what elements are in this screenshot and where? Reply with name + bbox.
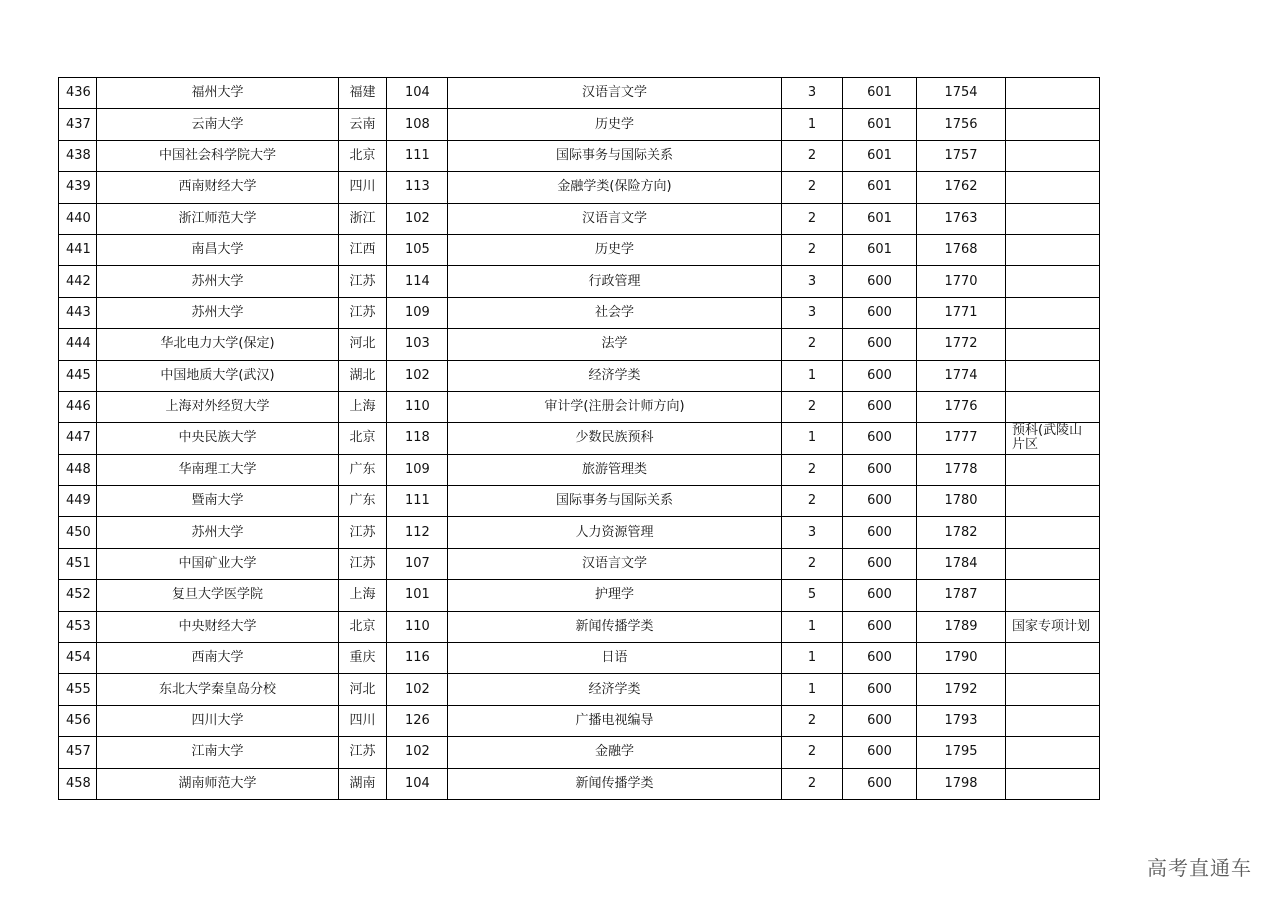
min-rank-cell: 1780	[917, 486, 1006, 517]
min-rank-cell: 1772	[917, 329, 1006, 360]
plan-count-cell: 2	[782, 329, 843, 360]
table-row	[59, 737, 1100, 768]
school-name-cell: 浙江师范大学	[97, 203, 339, 234]
major-code-cell: 101	[387, 580, 448, 611]
school-name-cell: 西南财经大学	[97, 172, 339, 203]
table-row	[59, 297, 1100, 328]
province-cell: 河北	[339, 674, 387, 705]
min-rank-cell: 1777	[917, 423, 1006, 454]
table-row	[59, 705, 1100, 736]
note-cell	[1006, 548, 1100, 579]
min-rank-cell: 1795	[917, 737, 1006, 768]
row-number-cell: 452	[59, 580, 97, 611]
plan-count-cell: 2	[782, 737, 843, 768]
province-cell: 江苏	[339, 517, 387, 548]
major-code-cell: 104	[387, 768, 448, 799]
major-code-cell: 109	[387, 297, 448, 328]
plan-count-cell: 1	[782, 611, 843, 642]
min-rank-cell: 1793	[917, 705, 1006, 736]
province-cell: 重庆	[339, 643, 387, 674]
min-rank-cell: 1784	[917, 548, 1006, 579]
province-cell: 北京	[339, 140, 387, 171]
min-score-cell: 600	[843, 297, 917, 328]
note-cell	[1006, 674, 1100, 705]
min-score-cell: 600	[843, 768, 917, 799]
major-code-cell: 102	[387, 360, 448, 391]
table-row	[59, 329, 1100, 360]
major-name-cell: 法学	[448, 329, 782, 360]
min-rank-cell: 1770	[917, 266, 1006, 297]
row-number-cell: 439	[59, 172, 97, 203]
table-row	[59, 140, 1100, 171]
major-code-cell: 109	[387, 454, 448, 485]
note-cell	[1006, 643, 1100, 674]
school-name-cell: 上海对外经贸大学	[97, 391, 339, 422]
min-score-cell: 600	[843, 548, 917, 579]
note-cell	[1006, 517, 1100, 548]
table-row	[59, 486, 1100, 517]
plan-count-cell: 2	[782, 172, 843, 203]
school-name-cell: 福州大学	[97, 78, 339, 109]
table-row	[59, 768, 1100, 799]
row-number-cell: 440	[59, 203, 97, 234]
note-cell	[1006, 737, 1100, 768]
province-cell: 上海	[339, 391, 387, 422]
row-number-cell: 453	[59, 611, 97, 642]
school-name-cell: 江南大学	[97, 737, 339, 768]
major-code-cell: 110	[387, 391, 448, 422]
school-name-cell: 苏州大学	[97, 266, 339, 297]
note-cell	[1006, 391, 1100, 422]
major-name-cell: 金融学类(保险方向)	[448, 172, 782, 203]
province-cell: 江苏	[339, 548, 387, 579]
table-row	[59, 580, 1100, 611]
min-rank-cell: 1778	[917, 454, 1006, 485]
school-name-cell: 中国社会科学院大学	[97, 140, 339, 171]
row-number-cell: 441	[59, 234, 97, 265]
province-cell: 湖北	[339, 360, 387, 391]
major-code-cell: 105	[387, 234, 448, 265]
min-score-cell: 600	[843, 486, 917, 517]
min-rank-cell: 1789	[917, 611, 1006, 642]
note-cell	[1006, 234, 1100, 265]
plan-count-cell: 2	[782, 391, 843, 422]
row-number-cell: 443	[59, 297, 97, 328]
min-score-cell: 600	[843, 737, 917, 768]
min-score-cell: 600	[843, 423, 917, 454]
min-score-cell: 600	[843, 454, 917, 485]
major-name-cell: 金融学	[448, 737, 782, 768]
plan-count-cell: 2	[782, 768, 843, 799]
table-row	[59, 109, 1100, 140]
row-number-cell: 438	[59, 140, 97, 171]
major-name-cell: 历史学	[448, 234, 782, 265]
plan-count-cell: 2	[782, 140, 843, 171]
min-score-cell: 601	[843, 78, 917, 109]
row-number-cell: 450	[59, 517, 97, 548]
major-code-cell: 110	[387, 611, 448, 642]
major-code-cell: 104	[387, 78, 448, 109]
table-row	[59, 360, 1100, 391]
major-name-cell: 广播电视编导	[448, 705, 782, 736]
min-score-cell: 600	[843, 611, 917, 642]
major-code-cell: 107	[387, 548, 448, 579]
province-cell: 河北	[339, 329, 387, 360]
row-number-cell: 457	[59, 737, 97, 768]
min-rank-cell: 1792	[917, 674, 1006, 705]
row-number-cell: 442	[59, 266, 97, 297]
school-name-cell: 南昌大学	[97, 234, 339, 265]
note-cell	[1006, 329, 1100, 360]
plan-count-cell: 1	[782, 423, 843, 454]
major-code-cell: 118	[387, 423, 448, 454]
min-score-cell: 600	[843, 517, 917, 548]
note-cell	[1006, 486, 1100, 517]
table-row	[59, 517, 1100, 548]
table-body	[59, 78, 1100, 800]
plan-count-cell: 2	[782, 548, 843, 579]
note-cell	[1006, 203, 1100, 234]
school-name-cell: 中央民族大学	[97, 423, 339, 454]
note-cell: 预科(武陵山片区	[1006, 423, 1100, 454]
major-code-cell: 112	[387, 517, 448, 548]
school-name-cell: 云南大学	[97, 109, 339, 140]
table-row	[59, 172, 1100, 203]
major-code-cell: 116	[387, 643, 448, 674]
plan-count-cell: 1	[782, 360, 843, 391]
note-cell	[1006, 140, 1100, 171]
note-cell: 国家专项计划	[1006, 611, 1100, 642]
table-row	[59, 643, 1100, 674]
table-row	[59, 78, 1100, 109]
plan-count-cell: 3	[782, 266, 843, 297]
note-cell	[1006, 454, 1100, 485]
min-score-cell: 600	[843, 360, 917, 391]
row-number-cell: 456	[59, 705, 97, 736]
plan-count-cell: 3	[782, 297, 843, 328]
min-score-cell: 600	[843, 391, 917, 422]
row-number-cell: 444	[59, 329, 97, 360]
plan-count-cell: 1	[782, 643, 843, 674]
province-cell: 云南	[339, 109, 387, 140]
major-name-cell: 汉语言文学	[448, 548, 782, 579]
table-row	[59, 454, 1100, 485]
row-number-cell: 455	[59, 674, 97, 705]
major-name-cell: 汉语言文学	[448, 203, 782, 234]
min-score-cell: 600	[843, 580, 917, 611]
note-cell	[1006, 78, 1100, 109]
major-name-cell: 人力资源管理	[448, 517, 782, 548]
province-cell: 浙江	[339, 203, 387, 234]
province-cell: 湖南	[339, 768, 387, 799]
major-code-cell: 113	[387, 172, 448, 203]
table-row	[59, 548, 1100, 579]
admission-table	[58, 77, 1100, 800]
table-row	[59, 611, 1100, 642]
province-cell: 广东	[339, 486, 387, 517]
min-rank-cell: 1771	[917, 297, 1006, 328]
min-score-cell: 601	[843, 172, 917, 203]
min-rank-cell: 1762	[917, 172, 1006, 203]
major-name-cell: 汉语言文学	[448, 78, 782, 109]
major-name-cell: 社会学	[448, 297, 782, 328]
school-name-cell: 西南大学	[97, 643, 339, 674]
min-score-cell: 600	[843, 705, 917, 736]
min-rank-cell: 1782	[917, 517, 1006, 548]
row-number-cell: 446	[59, 391, 97, 422]
major-name-cell: 行政管理	[448, 266, 782, 297]
province-cell: 广东	[339, 454, 387, 485]
school-name-cell: 中国地质大学(武汉)	[97, 360, 339, 391]
province-cell: 四川	[339, 172, 387, 203]
province-cell: 四川	[339, 705, 387, 736]
row-number-cell: 454	[59, 643, 97, 674]
major-code-cell: 114	[387, 266, 448, 297]
plan-count-cell: 2	[782, 203, 843, 234]
school-name-cell: 华北电力大学(保定)	[97, 329, 339, 360]
province-cell: 福建	[339, 78, 387, 109]
school-name-cell: 东北大学秦皇岛分校	[97, 674, 339, 705]
province-cell: 江西	[339, 234, 387, 265]
major-name-cell: 国际事务与国际关系	[448, 486, 782, 517]
plan-count-cell: 2	[782, 705, 843, 736]
major-name-cell: 经济学类	[448, 360, 782, 391]
min-rank-cell: 1757	[917, 140, 1006, 171]
major-name-cell: 旅游管理类	[448, 454, 782, 485]
note-cell	[1006, 172, 1100, 203]
min-score-cell: 600	[843, 329, 917, 360]
school-name-cell: 湖南师范大学	[97, 768, 339, 799]
plan-count-cell: 3	[782, 78, 843, 109]
row-number-cell: 447	[59, 423, 97, 454]
min-score-cell: 601	[843, 109, 917, 140]
plan-count-cell: 1	[782, 674, 843, 705]
note-cell	[1006, 109, 1100, 140]
row-number-cell: 445	[59, 360, 97, 391]
province-cell: 上海	[339, 580, 387, 611]
min-rank-cell: 1756	[917, 109, 1006, 140]
min-rank-cell: 1776	[917, 391, 1006, 422]
row-number-cell: 449	[59, 486, 97, 517]
min-rank-cell: 1763	[917, 203, 1006, 234]
note-cell	[1006, 297, 1100, 328]
table-row	[59, 423, 1100, 454]
min-score-cell: 601	[843, 203, 917, 234]
table-row	[59, 674, 1100, 705]
major-name-cell: 新闻传播学类	[448, 611, 782, 642]
min-score-cell: 600	[843, 266, 917, 297]
major-name-cell: 新闻传播学类	[448, 768, 782, 799]
major-name-cell: 护理学	[448, 580, 782, 611]
major-name-cell: 少数民族预科	[448, 423, 782, 454]
major-code-cell: 102	[387, 674, 448, 705]
major-name-cell: 经济学类	[448, 674, 782, 705]
major-code-cell: 126	[387, 705, 448, 736]
min-rank-cell: 1798	[917, 768, 1006, 799]
min-rank-cell: 1768	[917, 234, 1006, 265]
plan-count-cell: 5	[782, 580, 843, 611]
major-code-cell: 111	[387, 486, 448, 517]
province-cell: 江苏	[339, 737, 387, 768]
min-score-cell: 601	[843, 140, 917, 171]
school-name-cell: 中央财经大学	[97, 611, 339, 642]
row-number-cell: 448	[59, 454, 97, 485]
major-code-cell: 108	[387, 109, 448, 140]
table-row	[59, 266, 1100, 297]
major-name-cell: 历史学	[448, 109, 782, 140]
min-score-cell: 600	[843, 643, 917, 674]
table-row	[59, 234, 1100, 265]
major-name-cell: 日语	[448, 643, 782, 674]
note-cell	[1006, 768, 1100, 799]
row-number-cell: 458	[59, 768, 97, 799]
school-name-cell: 暨南大学	[97, 486, 339, 517]
watermark-text: 高考直通车	[1147, 856, 1252, 880]
note-cell	[1006, 266, 1100, 297]
province-cell: 北京	[339, 611, 387, 642]
school-name-cell: 复旦大学医学院	[97, 580, 339, 611]
major-code-cell: 103	[387, 329, 448, 360]
school-name-cell: 华南理工大学	[97, 454, 339, 485]
table-row	[59, 391, 1100, 422]
table-row	[59, 203, 1100, 234]
province-cell: 江苏	[339, 266, 387, 297]
province-cell: 北京	[339, 423, 387, 454]
plan-count-cell: 3	[782, 517, 843, 548]
note-cell	[1006, 705, 1100, 736]
min-rank-cell: 1787	[917, 580, 1006, 611]
plan-count-cell: 2	[782, 486, 843, 517]
row-number-cell: 451	[59, 548, 97, 579]
min-rank-cell: 1774	[917, 360, 1006, 391]
school-name-cell: 中国矿业大学	[97, 548, 339, 579]
province-cell: 江苏	[339, 297, 387, 328]
school-name-cell: 苏州大学	[97, 297, 339, 328]
major-name-cell: 审计学(注册会计师方向)	[448, 391, 782, 422]
row-number-cell: 437	[59, 109, 97, 140]
plan-count-cell: 1	[782, 109, 843, 140]
min-rank-cell: 1754	[917, 78, 1006, 109]
school-name-cell: 四川大学	[97, 705, 339, 736]
major-code-cell: 102	[387, 203, 448, 234]
min-score-cell: 601	[843, 234, 917, 265]
plan-count-cell: 2	[782, 454, 843, 485]
row-number-cell: 436	[59, 78, 97, 109]
note-cell	[1006, 360, 1100, 391]
min-score-cell: 600	[843, 674, 917, 705]
major-name-cell: 国际事务与国际关系	[448, 140, 782, 171]
school-name-cell: 苏州大学	[97, 517, 339, 548]
min-rank-cell: 1790	[917, 643, 1006, 674]
major-code-cell: 111	[387, 140, 448, 171]
major-code-cell: 102	[387, 737, 448, 768]
plan-count-cell: 2	[782, 234, 843, 265]
note-cell	[1006, 580, 1100, 611]
